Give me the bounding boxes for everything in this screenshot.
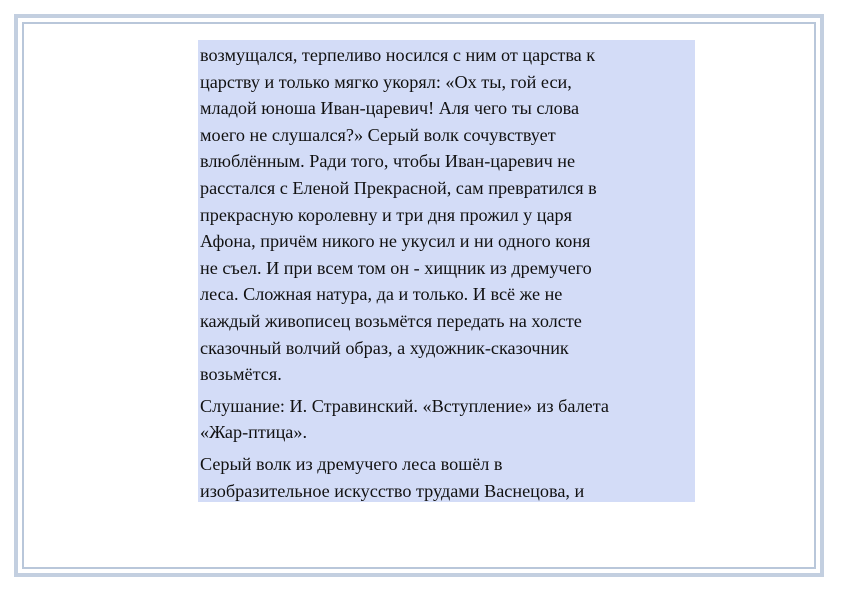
text-block <box>198 40 695 502</box>
paragraph-wolf-description: возмущался, терпеливо носился с ним от царства к царству и только мягко укорял: «Ох ты, гой еси, младой юноша Иван-царевич! Аля чего ты слова моего не слушался?» Серый волк сочувствует влюблённым. Ради того, чтобы Иван-царевич не расстался с Еленой Прекрасной, сам превратился в прекрасную королевну и три дня прожил у царя Афона, причём никого не укусил и ни одного коня не съел. И при всем том он - хищник из дремучего леса. Сложная натура, да и только. И всё же не каждый живописец возьмётся передать на холсте сказочный волчий образ, а художник-сказочник возьмётся. <box>200 45 597 385</box>
paragraph-listening: Слушание: И. Стравинский. «Вступление» из балета «Жар-птица». <box>200 395 609 443</box>
paragraph-vasnetsov: Серый волк из дремучего леса вошёл в изобразительное искусство трудами Васнецова, и <box>200 453 585 501</box>
